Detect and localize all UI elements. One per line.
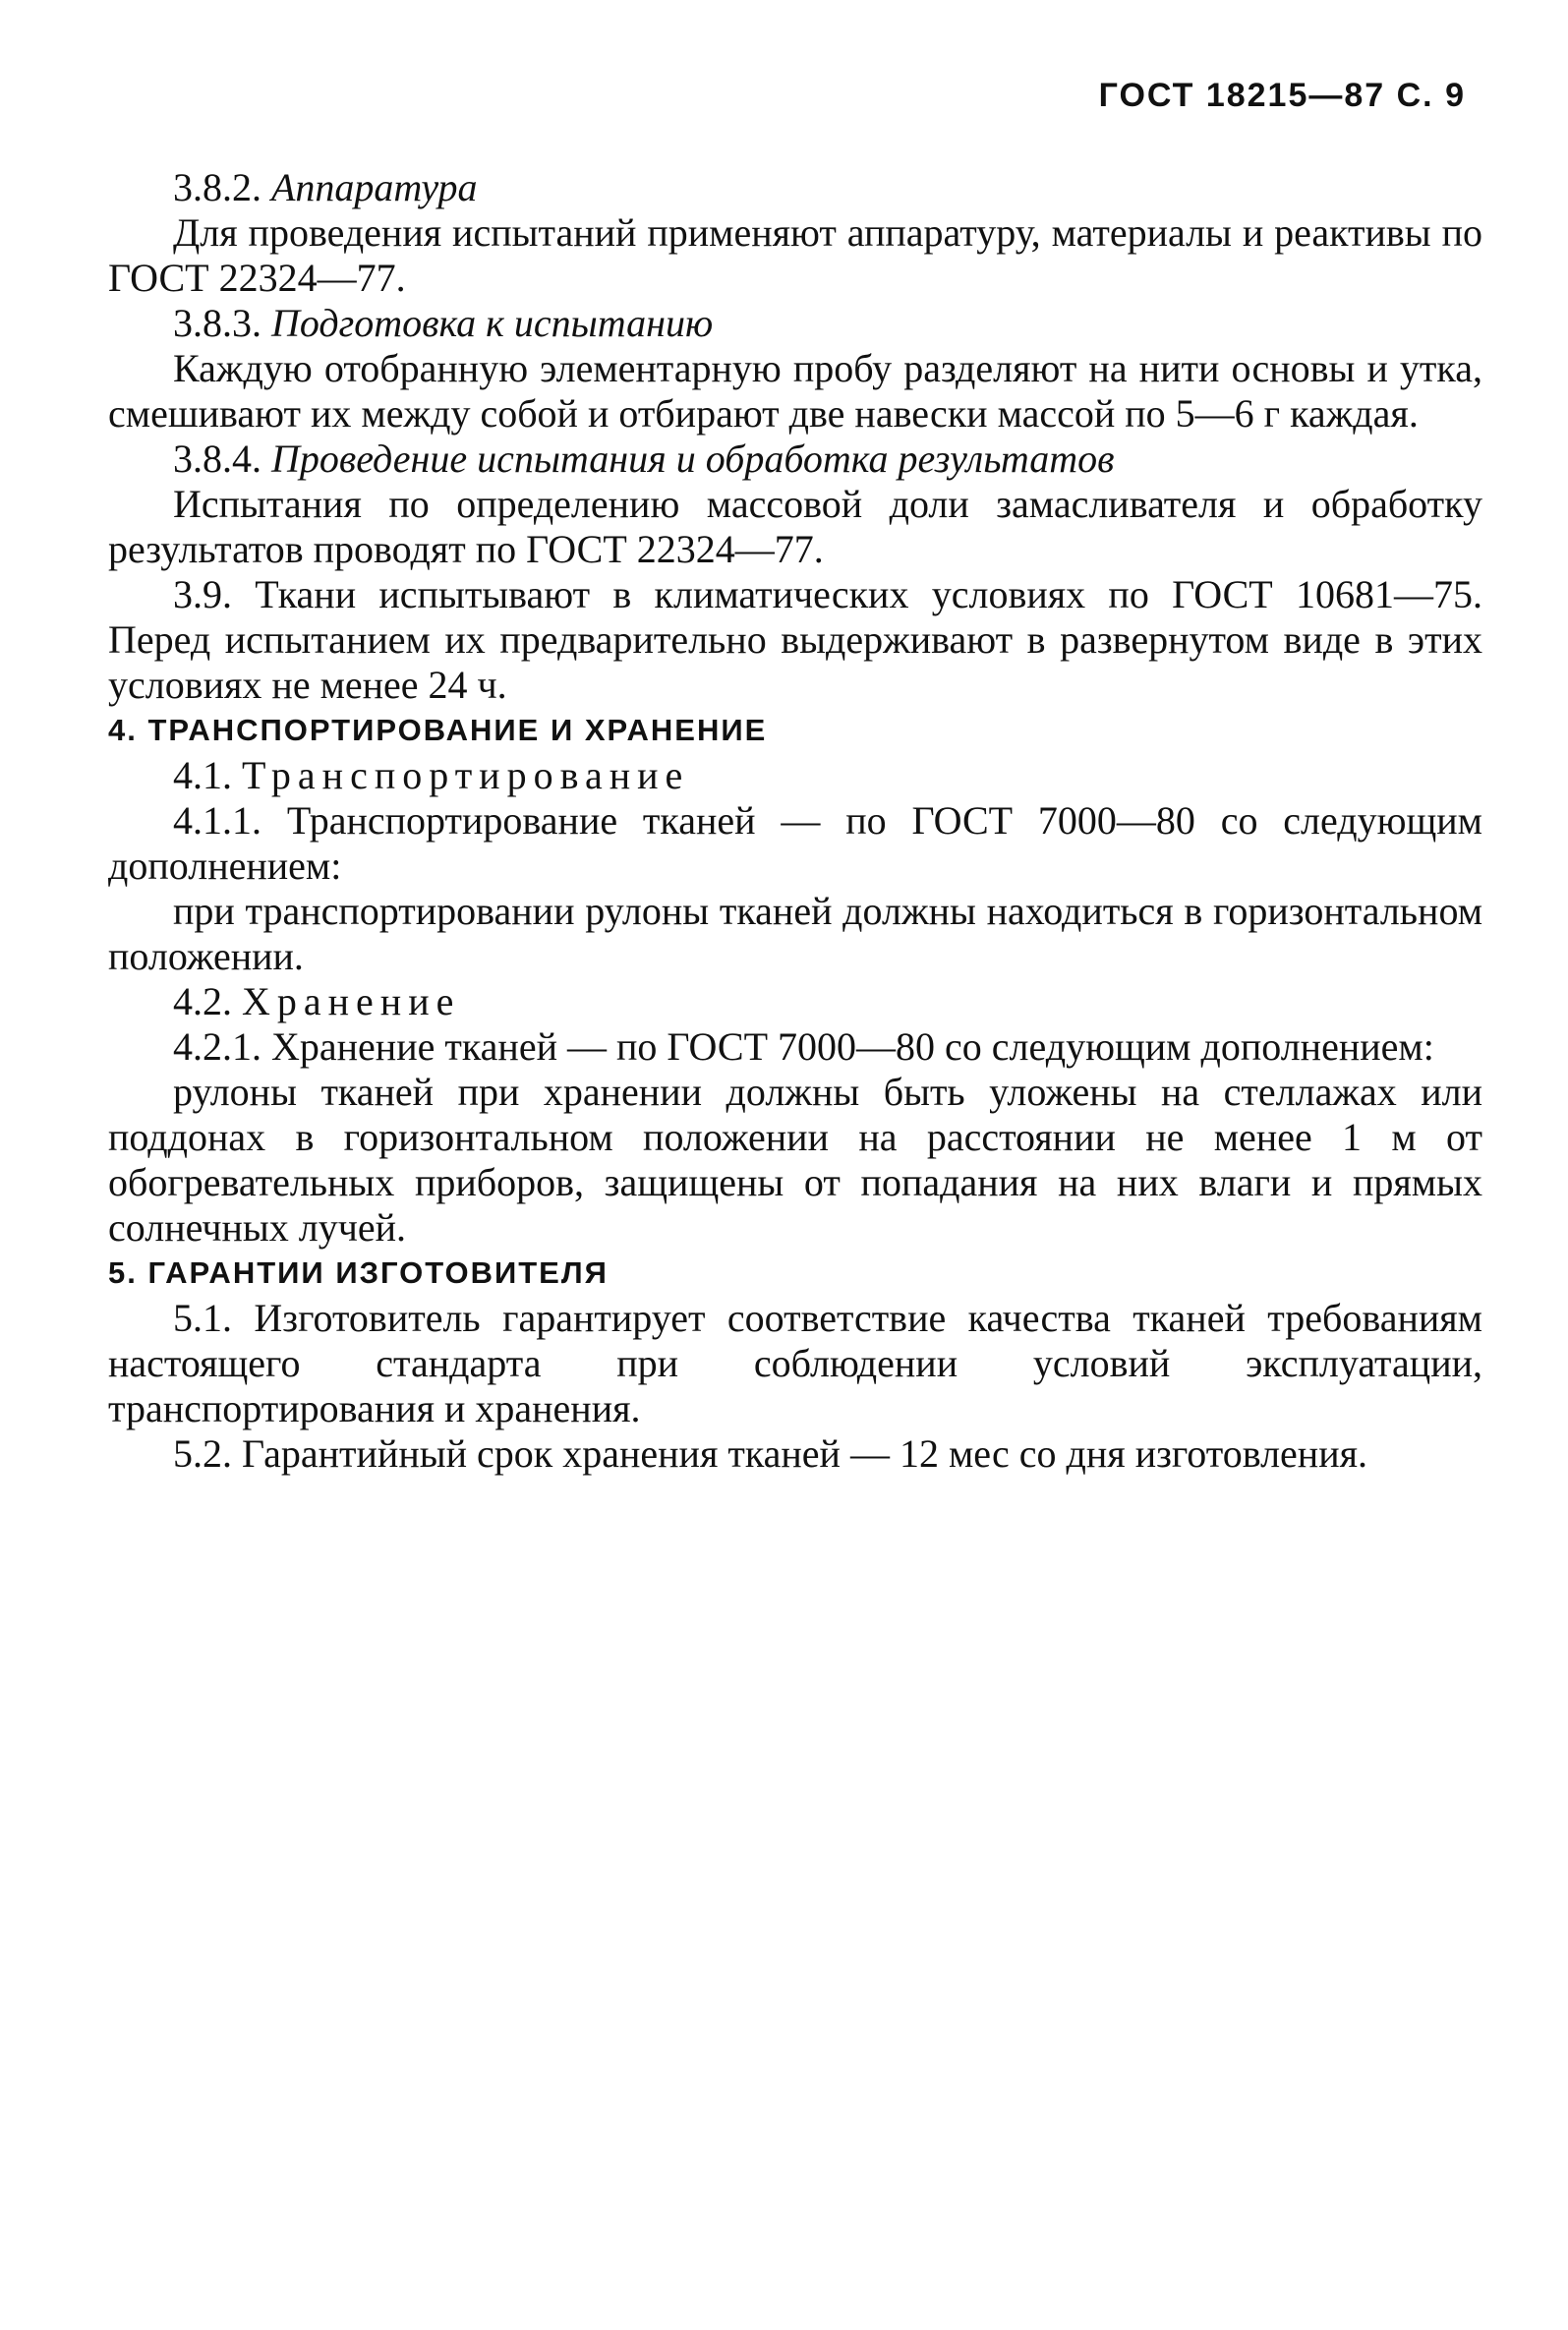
section-5-heading: 5. ГАРАНТИИ ИЗГОТОВИТЕЛЯ (108, 1255, 609, 1290)
clause-3-8-4-heading (108, 437, 1482, 482)
clause-number: 3.8.3. (173, 301, 271, 345)
clause-4-2-heading (108, 979, 1482, 1024)
clause-5-1: 5.1. Изготовитель гарантирует соответствие качества тканей требованиям настоящего стандарта при соблюдении условий эксплуатации, транспортирования и хранения. (108, 1296, 1482, 1430)
clause-title: Подготовка к испытанию (271, 301, 714, 345)
clause-5-2: 5.2. Гарантийный срок хранения тканей — 12 мес со дня изготовления. (173, 1431, 1368, 1476)
clause-3-8-3-text: Каждую отобранную элементарную пробу разделяют на нити основы и утка, смешивают их между собой и отбирают две навески массой по 5—6 г каждая. (108, 346, 1482, 436)
clause-3-8-3-heading (108, 301, 1482, 346)
section-4-heading: 4. ТРАНСПОРТИРОВАНИЕ И ХРАНЕНИЕ (108, 713, 768, 747)
document-body (108, 165, 1482, 1477)
clause-3-8-2-heading (108, 165, 1482, 210)
clause-3-9: 3.9. Ткани испытывают в климатических условиях по ГОСТ 10681—75. Перед испытанием их предварительно выдерживают в развернутом виде в этих условиях не менее 24 ч. (108, 572, 1482, 707)
clause-title: Аппаратура (271, 165, 478, 209)
clause-4-1-1: 4.1.1. Транспортирование тканей — по ГОСТ 7000—80 со следующим дополнением: (108, 798, 1482, 888)
clause-4-1-heading (108, 753, 1482, 798)
clause-title: Проведение испытания и обработка результатов (271, 437, 1115, 481)
clause-number: 4.2. (173, 979, 242, 1023)
clause-number: 3.8.2. (173, 165, 271, 209)
running-head: ГОСТ 18215—87 С. 9 (1098, 77, 1466, 114)
clause-3-8-4-text: Испытания по определению массовой доли замасливателя и обработку результатов проводят по ГОСТ 22324—77. (108, 482, 1482, 571)
clause-title: Транспортирование (242, 753, 690, 797)
clause-4-1-1-continuation: при транспортировании рулоны тканей должны находиться в горизонтальном положении. (108, 889, 1482, 978)
clause-3-8-2-text: Для проведения испытаний применяют аппаратуру, материалы и реактивы по ГОСТ 22324—77. (108, 210, 1482, 300)
clause-4-2-1-continuation: рулоны тканей при хранении должны быть уложены на стеллажах или поддонах в горизонтальном положении на расстоянии не менее 1 м от обогревательных приборов, защищены от попадания на них влаги и прямых солнечных лучей. (108, 1070, 1482, 1250)
clause-4-2-1: 4.2.1. Хранение тканей — по ГОСТ 7000—80 со следующим дополнением: (173, 1024, 1434, 1069)
clause-number: 4.1. (173, 753, 242, 797)
clause-number: 3.8.4. (173, 437, 271, 481)
clause-title: Хранение (242, 979, 461, 1023)
